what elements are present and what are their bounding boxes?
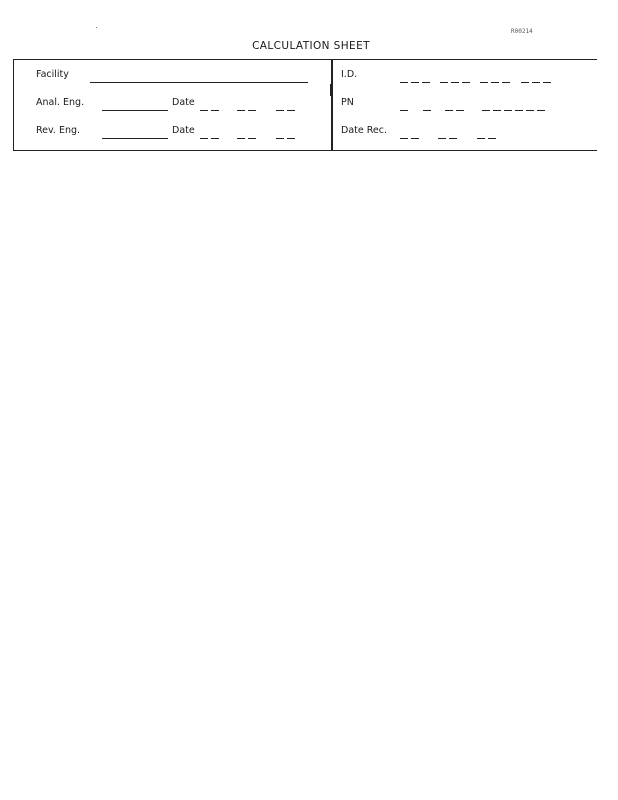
facility-label: Facility bbox=[36, 69, 69, 80]
date-digit-slot bbox=[200, 110, 208, 111]
pn-digit-slot bbox=[400, 110, 408, 111]
id-digit-slot bbox=[411, 82, 419, 83]
id-digit-slot bbox=[502, 82, 510, 83]
pn-digit-slot bbox=[537, 110, 545, 111]
pn-digit-slot bbox=[482, 110, 490, 111]
date-digit-slot bbox=[248, 110, 256, 111]
date-rec-digit-slot bbox=[488, 138, 496, 139]
scan-speck bbox=[96, 27, 97, 28]
header-box bbox=[13, 59, 597, 151]
date-digit-slot bbox=[211, 110, 219, 111]
date-rec-label: Date Rec. bbox=[341, 125, 387, 136]
id-digit-slot bbox=[532, 82, 540, 83]
pn-digit-slot bbox=[504, 110, 512, 111]
id-digit-slot bbox=[543, 82, 551, 83]
date-digit-slot bbox=[248, 138, 256, 139]
date-digit-slot bbox=[237, 138, 245, 139]
pn-digit-slot bbox=[526, 110, 534, 111]
id-digit-slot bbox=[440, 82, 448, 83]
pn-digit-slot bbox=[423, 110, 431, 111]
anal-eng-field[interactable] bbox=[102, 110, 168, 111]
pn-label: PN bbox=[341, 97, 354, 108]
pn-digit-slot bbox=[493, 110, 501, 111]
date-rec-digit-slot bbox=[477, 138, 485, 139]
date-digit-slot bbox=[287, 110, 295, 111]
date-digit-slot bbox=[237, 110, 245, 111]
rev-eng-label: Rev. Eng. bbox=[36, 125, 81, 136]
id-digit-slot bbox=[462, 82, 470, 83]
divider-mark bbox=[330, 84, 333, 96]
facility-field[interactable] bbox=[90, 82, 308, 83]
rev-eng-date-label: Date bbox=[172, 125, 195, 136]
date-digit-slot bbox=[276, 138, 284, 139]
date-digit-slot bbox=[287, 138, 295, 139]
date-rec-digit-slot bbox=[400, 138, 408, 139]
date-rec-digit-slot bbox=[411, 138, 419, 139]
id-digit-slot bbox=[521, 82, 529, 83]
form-number: R00214 bbox=[511, 28, 533, 35]
id-digit-slot bbox=[422, 82, 430, 83]
pn-digit-slot bbox=[445, 110, 453, 111]
id-digit-slot bbox=[480, 82, 488, 83]
id-digit-slot bbox=[400, 82, 408, 83]
id-label: I.D. bbox=[341, 69, 358, 80]
date-digit-slot bbox=[200, 138, 208, 139]
anal-eng-date-label: Date bbox=[172, 97, 195, 108]
id-digit-slot bbox=[451, 82, 459, 83]
rev-eng-field[interactable] bbox=[102, 138, 168, 139]
column-divider bbox=[331, 60, 333, 150]
page-title: CALCULATION SHEET bbox=[252, 40, 370, 52]
date-rec-digit-slot bbox=[438, 138, 446, 139]
pn-digit-slot bbox=[456, 110, 464, 111]
id-digit-slot bbox=[491, 82, 499, 83]
date-digit-slot bbox=[211, 138, 219, 139]
date-rec-digit-slot bbox=[449, 138, 457, 139]
pn-digit-slot bbox=[515, 110, 523, 111]
anal-eng-label: Anal. Eng. bbox=[36, 97, 85, 108]
date-digit-slot bbox=[276, 110, 284, 111]
